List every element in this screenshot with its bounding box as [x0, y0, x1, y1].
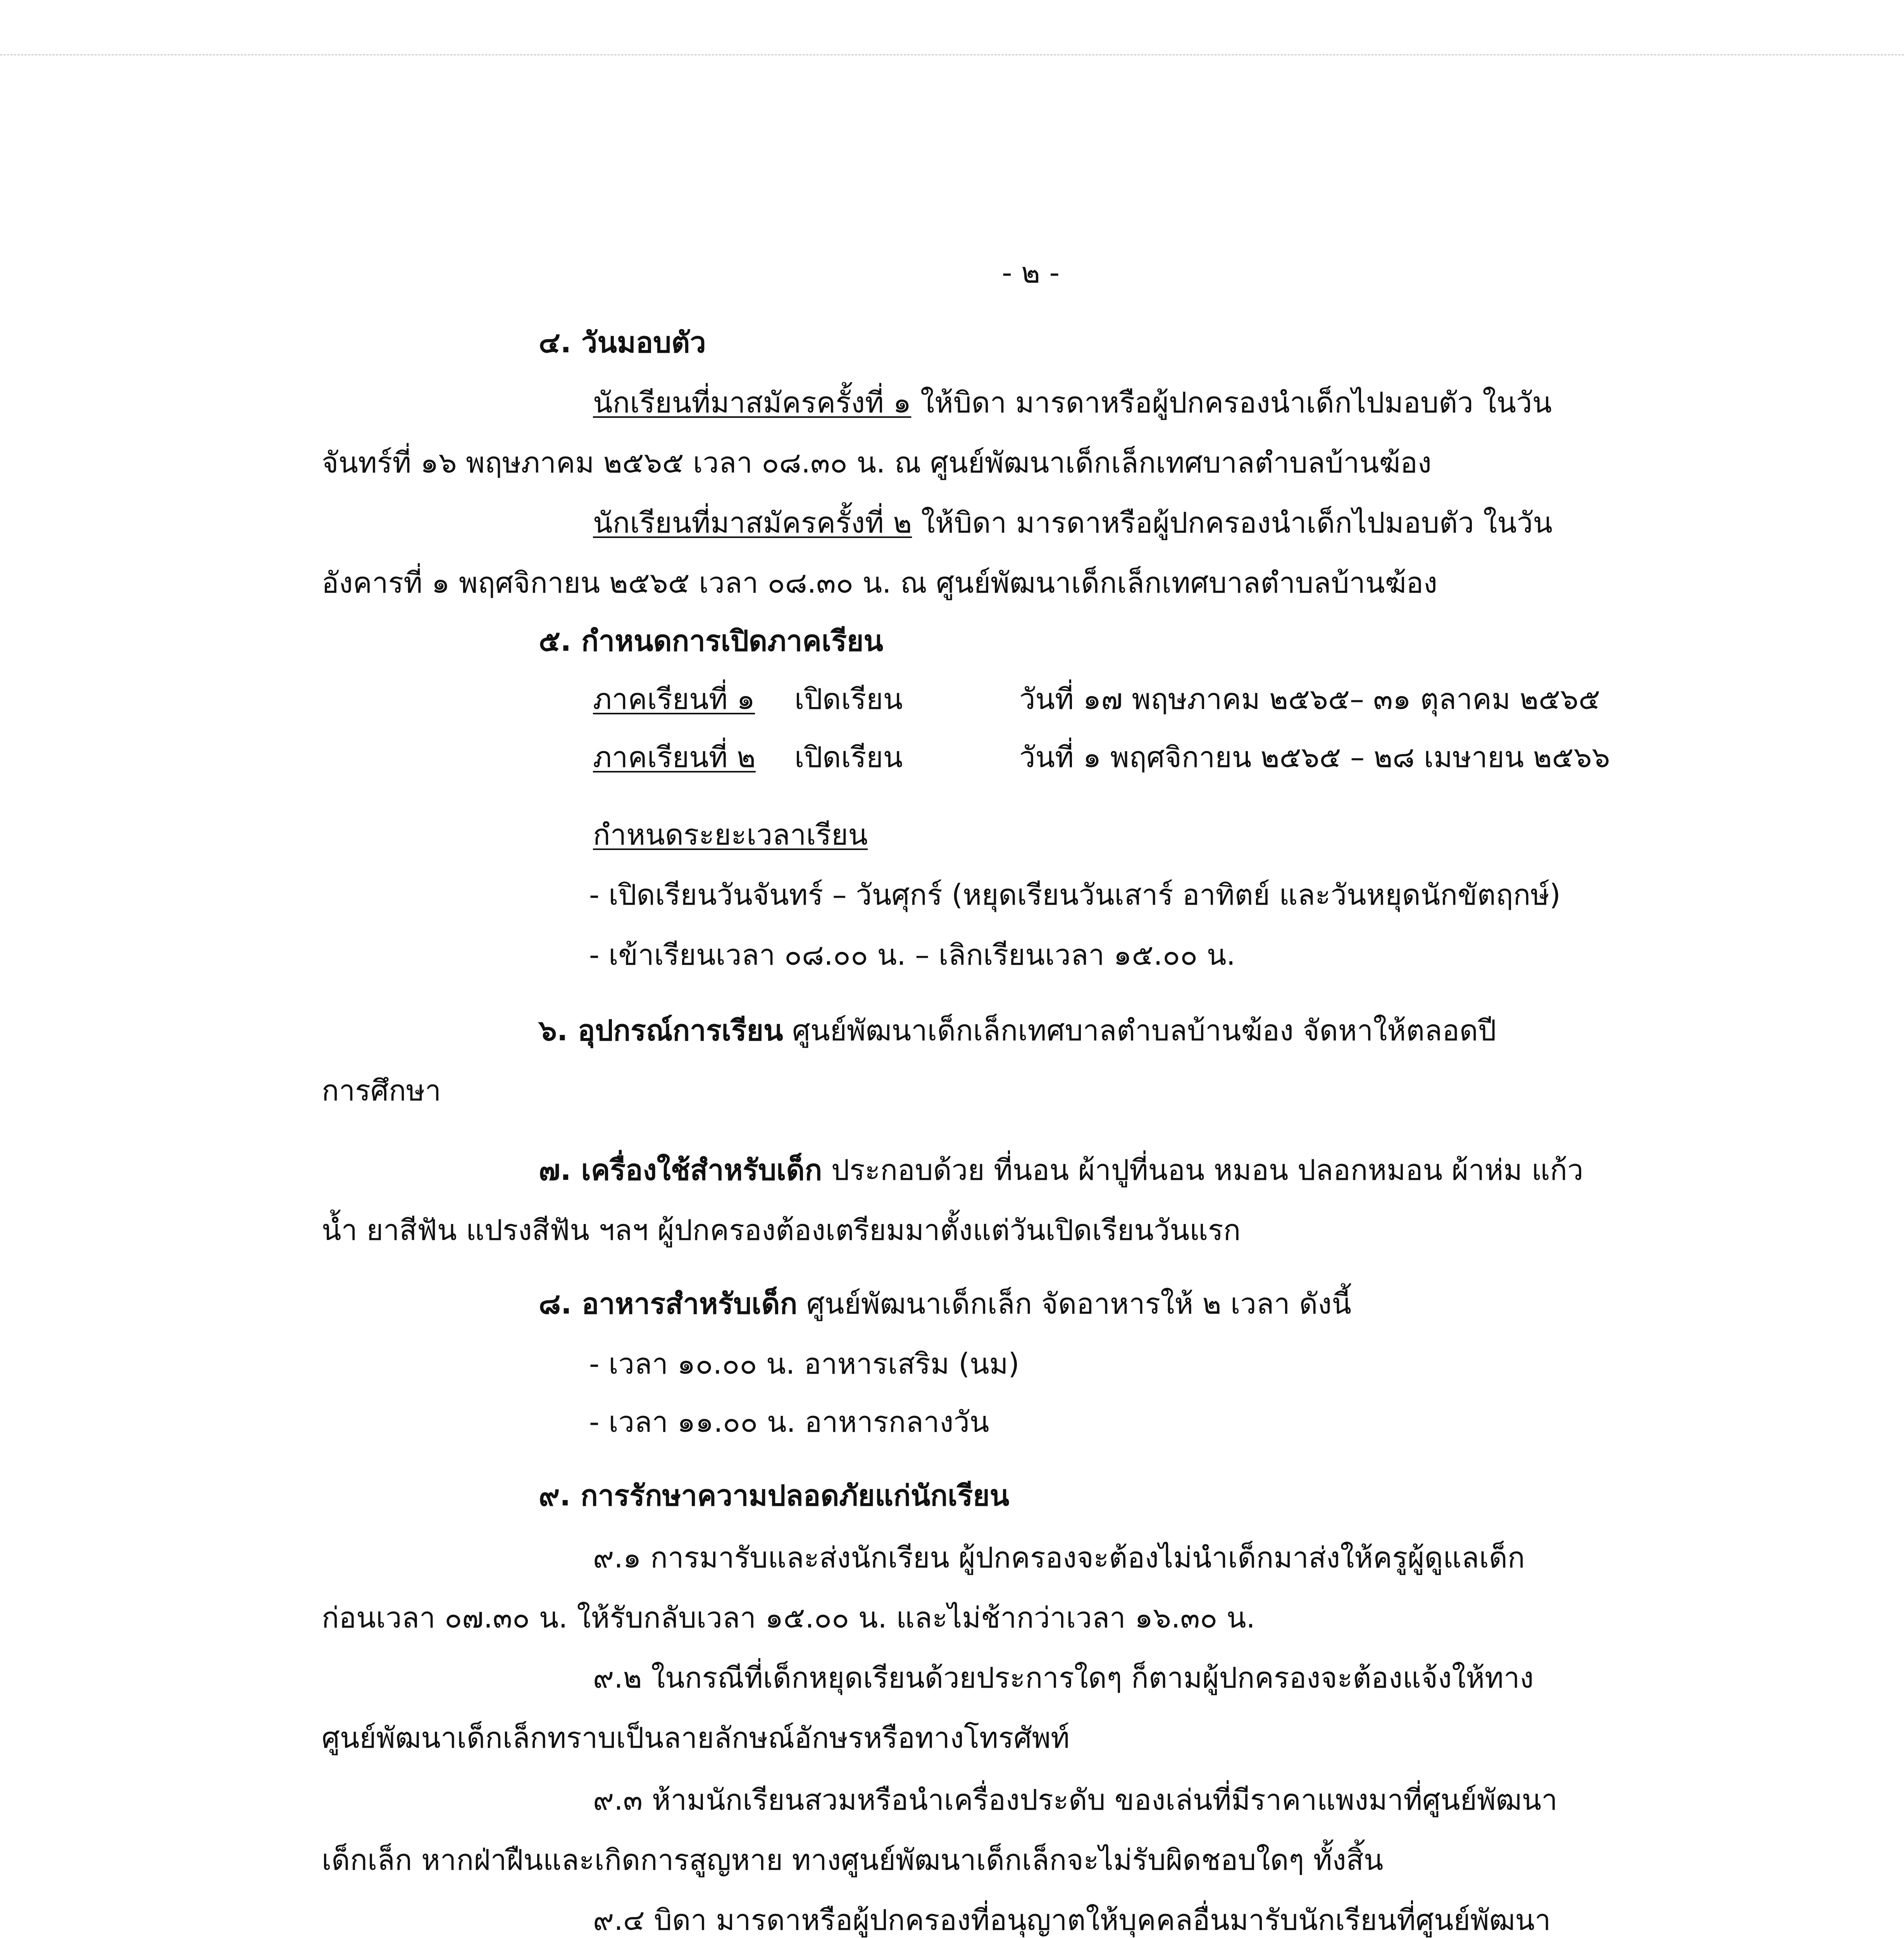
section-8-heading: ๘. อาหารสำหรับเด็ก — [539, 1287, 798, 1321]
term-1-dates: วันที่ ๑๗ พฤษภาคม ๒๕๖๕– ๓๑ ตุลาคม ๒๕๖๕ — [1019, 683, 1600, 716]
section-7-heading: ๗. เครื่องใช้สำหรับเด็ก — [539, 1153, 822, 1187]
schedule-item: - เข้าเรียนเวลา ๐๘.๐๐ น. – เลิกเรียนเวลา ๑๕.๐๐ น. — [589, 938, 1235, 972]
safety-item-2-line-1: ๙.๒ ในกรณีที่เด็กหยุดเรียนด้วยประการใดๆ ก็ตามผู้ปกครองจะต้องแจ้งให้ทาง — [593, 1661, 1534, 1695]
section-4-heading: ๔. วันมอบตัว — [539, 326, 706, 359]
section-8-text: ศูนย์พัฒนาเด็กเล็ก จัดอาหารให้ ๒ เวลา ดังนี้ — [797, 1287, 1352, 1321]
round-2-label: นักเรียนที่มาสมัครครั้งที่ ๒ — [593, 506, 912, 540]
safety-item-1-line-2: ก่อนเวลา ๐๗.๓๐ น. ให้รับกลับเวลา ๑๕.๐๐ น. และไม่ช้ากว่าเวลา ๑๖.๓๐ น. — [322, 1601, 1255, 1635]
section-6-text: ศูนย์พัฒนาเด็กเล็กเทศบาลตำบลบ้านฆ้อง จัดหาให้ตลอดปี — [783, 1014, 1496, 1047]
section-4-round-2-line-2: อังคารที่ ๑ พฤศจิกายน ๒๕๖๕ เวลา ๐๘.๓๐ น. ณ ศูนย์พัฒนาเด็กเล็กเทศบาลตำบลบ้านฆ้อง — [322, 566, 1438, 600]
term-2-label: ภาคเรียนที่ ๒ — [593, 741, 756, 774]
safety-item-3-line-1: ๙.๓ ห้ามนักเรียนสวมหรือนำเครื่องประดับ ของเล่นที่มีราคาแพงมาที่ศูนย์พัฒนา — [593, 1783, 1558, 1817]
safety-item-2-line-2: ศูนย์พัฒนาเด็กเล็กทราบเป็นลายลักษณ์อักษรหรือทางโทรศัพท์ — [322, 1721, 1070, 1755]
section-9-heading: ๙. การรักษาความปลอดภัยแก่นักเรียน — [539, 1479, 1010, 1512]
schedule-heading: กำหนดระยะเวลาเรียน — [593, 818, 868, 852]
section-4-round-1 — [593, 386, 1552, 420]
meal-item: - เวลา ๑๑.๐๐ น. อาหารกลางวัน — [589, 1405, 989, 1439]
safety-item-4-line-1: ๙.๔ บิดา มารดาหรือผู้ปกครองที่อนุญาตให้บุคคลอื่นมารับนักเรียนที่ศูนย์พัฒนา — [593, 1904, 1551, 1937]
scan-top-edge — [0, 54, 1904, 55]
safety-item-3-line-2: เด็กเล็ก หากฝ่าฝืนและเกิดการสูญหาย ทางศูนย์พัฒนาเด็กเล็กจะไม่รับผิดชอบใดๆ ทั้งสิ้น — [322, 1843, 1384, 1877]
section-4-round-2 — [593, 506, 1552, 540]
section-7-line-2: น้ำ ยาสีฟัน แปรงสีฟัน ฯลฯ ผู้ปกครองต้องเตรียมมาตั้งแต่วันเปิดเรียนวันแรก — [322, 1214, 1241, 1247]
section-5-heading: ๕. กำหนดการเปิดภาคเรียน — [539, 624, 883, 658]
round-1-text: ให้บิดา มารดาหรือผู้ปกครองนำเด็กไปมอบตัว ในวัน — [911, 386, 1552, 419]
safety-item-1-line-1: ๙.๑ การมารับและส่งนักเรียน ผู้ปกครองจะต้องไม่นำเด็กมาส่งให้ครูผู้ดูแลเด็ก — [593, 1541, 1525, 1574]
round-2-text: ให้บิดา มารดาหรือผู้ปกครองนำเด็กไปมอบตัว ในวัน — [912, 506, 1552, 540]
round-1-label: นักเรียนที่มาสมัครครั้งที่ ๑ — [593, 386, 912, 419]
schedule-item: - เปิดเรียนวันจันทร์ – วันศุกร์ (หยุดเรียนวันเสาร์ อาทิตย์ และวันหยุดนักขัตฤกษ์) — [589, 878, 1561, 912]
meal-item: - เวลา ๑๐.๐๐ น. อาหารเสริม (นม) — [589, 1347, 1020, 1381]
section-7-line-1 — [539, 1153, 1584, 1188]
term-2-dates: วันที่ ๑ พฤศจิกายน ๒๕๖๕ – ๒๘ เมษายน ๒๕๖๖ — [1019, 741, 1610, 774]
section-6-line-1 — [539, 1014, 1496, 1048]
term-2-open: เปิดเรียน — [794, 741, 903, 774]
term-1-label: ภาคเรียนที่ ๑ — [593, 683, 755, 716]
term-1-open: เปิดเรียน — [794, 683, 903, 716]
section-4-round-1-line-2: จันทร์ที่ ๑๖ พฤษภาคม ๒๕๖๕ เวลา ๐๘.๓๐ น. ณ ศูนย์พัฒนาเด็กเล็กเทศบาลตำบลบ้านฆ้อง — [322, 446, 1432, 479]
section-7-text: ประกอบด้วย ที่นอน ผ้าปูที่นอน หมอน ปลอกหมอน ผ้าห่ม แก้ว — [822, 1153, 1584, 1187]
section-8-line-1 — [539, 1287, 1351, 1321]
section-6-heading: ๖. อุปกรณ์การเรียน — [539, 1014, 783, 1047]
section-6-line-2: การศึกษา — [322, 1074, 441, 1107]
page-number: - ๒ - — [1002, 256, 1060, 290]
